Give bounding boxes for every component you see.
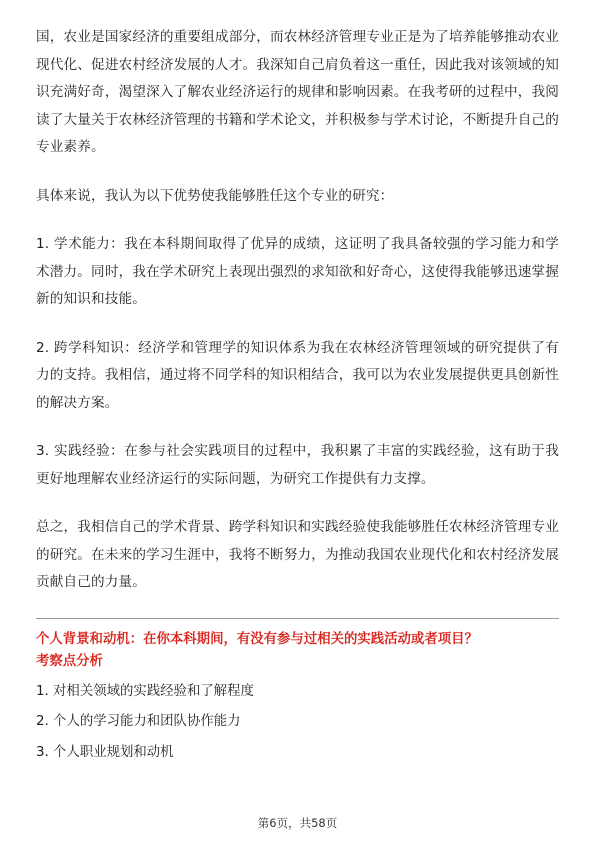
body-paragraph-6: 总之，我相信自己的学术背景、跨学科知识和实践经验使我能够胜任农林经济管理专业的研究。在未来的学习生涯中，我将不断努力，为推动我国农业现代化和农村经济发展贡献自己的力量。 [36,519,559,590]
body-paragraph-5: 3. 实践经验：在参与社会实践项目的过程中，我积累了丰富的实践经验，这有助于我更好地理解农业经济运行的实际问题，为研究工作提供有力支撑。 [36,443,559,487]
analysis-point-1: 1. 对相关领域的实践经验和了解程度 [36,683,254,699]
body-paragraph-2: 具体来说，我认为以下优势使我能够胜任这个专业的研究： [36,187,394,204]
analysis-point-3: 3. 个人职业规划和动机 [36,744,174,760]
body-paragraph-4: 2. 跨学科知识：经济学和管理学的知识体系为我在农林经济管理领域的研究提供了有力的支持。我相信，通过将不同学科的知识相结合，我可以为农业发展提供更具创新性的解决方案。 [36,339,559,411]
section-divider [36,618,559,619]
question-title: 个人背景和动机：在你本科期间，有没有参与过相关的实践活动或者项目？ [36,631,478,647]
document-page [36,24,559,768]
body-paragraph-1: 国，农业是国家经济的重要组成部分，而农林经济管理专业正是为了培养能够推动农业现代化、促进农村经济发展的人才。我深知自己肩负着这一重任，因此我对该领域的知识充满好奇，渴望深入了解农业经济运行的规律和影响因素。在我考研的过程中，我阅读了大量关于农林经济管理的书籍和学术论文，并积极参与学术讨论，不断提升自己的专业素养。 [36,29,559,155]
analysis-label: 考察点分析 [36,653,103,669]
body-paragraph-3: 1. 学术能力：我在本科期间取得了优异的成绩，这证明了我具备较强的学习能力和学术潜力。同时，我在学术研究上表现出强烈的求知欲和好奇心，这使得我能够迅速掌握新的知识和技能。 [36,236,559,307]
analysis-point-2: 2. 个人的学习能力和团队协作能力 [36,714,241,729]
page-number: 第6页，共58页 [257,816,338,830]
